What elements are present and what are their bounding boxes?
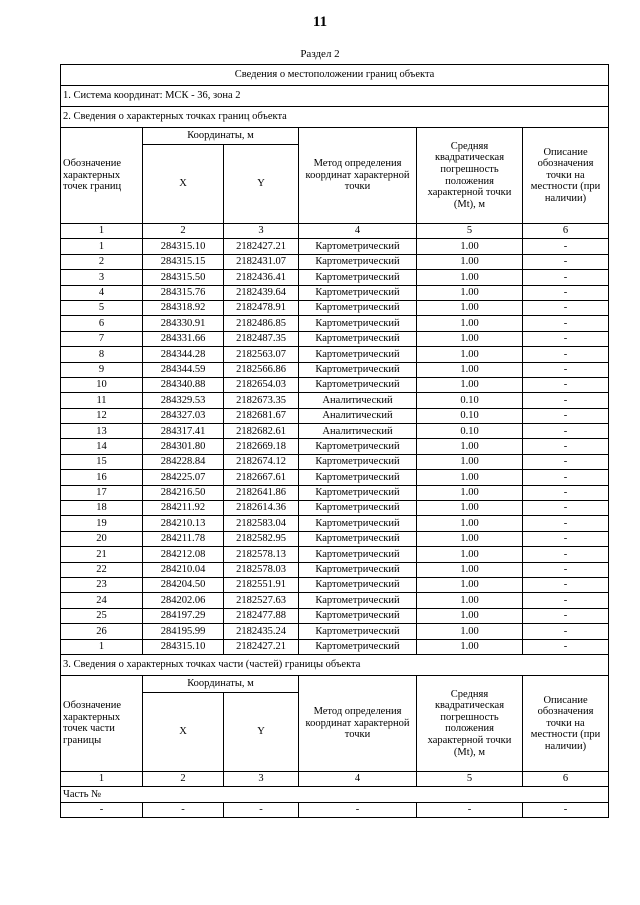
table-cell: -	[523, 639, 609, 654]
table-cell: Картометрический	[299, 270, 417, 285]
table-cell: 2182614.36	[224, 501, 299, 516]
table-cell: 2182583.04	[224, 516, 299, 531]
header-method: Метод определения координат характерной точки	[299, 128, 417, 224]
point-row	[61, 285, 609, 300]
table-cell: -	[523, 547, 609, 562]
table-cell: 2182641.86	[224, 485, 299, 500]
table-cell: -	[523, 300, 609, 315]
table-cell: 2182667.61	[224, 470, 299, 485]
table-cell: Картометрический	[299, 639, 417, 654]
section2-title: 2. Сведения о характерных точках границ объекта	[61, 107, 609, 128]
point-row	[61, 547, 609, 562]
table-cell: Картометрический	[299, 624, 417, 639]
point-row	[61, 254, 609, 269]
table-cell: Картометрический	[299, 516, 417, 531]
table-cell: 2182427.21	[224, 639, 299, 654]
table-cell: 2182669.18	[224, 439, 299, 454]
header-x: X	[143, 145, 224, 224]
table-cell: 284327.03	[143, 408, 224, 423]
table-cell: 1.00	[417, 300, 523, 315]
table-cell: 1.00	[417, 454, 523, 469]
col-number: 4	[299, 771, 417, 786]
col-number: 1	[61, 771, 143, 786]
table-cell: 284210.13	[143, 516, 224, 531]
point-row	[61, 439, 609, 454]
table-cell: -	[523, 254, 609, 269]
table-cell: -	[417, 802, 523, 817]
point-row	[61, 393, 609, 408]
col-number: 1	[61, 224, 143, 239]
col-number: 5	[417, 224, 523, 239]
table-cell: -	[523, 593, 609, 608]
table-cell: -	[523, 485, 609, 500]
table-cell: 284329.53	[143, 393, 224, 408]
table-cell: 284315.15	[143, 254, 224, 269]
table-cell: 1.00	[417, 470, 523, 485]
table-cell: -	[523, 802, 609, 817]
table-cell: -	[523, 439, 609, 454]
point-row	[61, 300, 609, 315]
table-cell: 1.00	[417, 270, 523, 285]
table-cell: 1.00	[417, 331, 523, 346]
point-row	[61, 562, 609, 577]
table-cell: -	[523, 531, 609, 546]
table-cell: Картометрический	[299, 547, 417, 562]
table-cell: 284340.88	[143, 377, 224, 392]
point-row	[61, 593, 609, 608]
table-cell: 2182654.03	[224, 377, 299, 392]
table-cell: 2182578.03	[224, 562, 299, 577]
table-cell: 26	[61, 624, 143, 639]
col-number: 6	[523, 771, 609, 786]
table-cell: 1.00	[417, 501, 523, 516]
section-label: Раздел 2	[300, 48, 340, 60]
table-cell: 10	[61, 377, 143, 392]
table-cell: 284315.10	[143, 239, 224, 254]
table-cell: 284211.92	[143, 501, 224, 516]
table-cell: 1.00	[417, 639, 523, 654]
table-cell: -	[523, 347, 609, 362]
table-cell: 2182551.91	[224, 577, 299, 592]
table-cell: 25	[61, 608, 143, 623]
table-cell: -	[523, 470, 609, 485]
table-cell: 284315.50	[143, 270, 224, 285]
header-coords: Координаты, м	[143, 128, 299, 145]
header2-x: X	[143, 692, 224, 771]
table-cell: -	[143, 802, 224, 817]
col-number: 2	[143, 224, 224, 239]
table-cell: -	[523, 239, 609, 254]
header2-description: Описание обозначения точки на местности (при наличии)	[523, 675, 609, 771]
table-cell: 8	[61, 347, 143, 362]
table-cell: 1.00	[417, 593, 523, 608]
table-cell: 23	[61, 577, 143, 592]
table-cell: 16	[61, 470, 143, 485]
table-cell: 0.10	[417, 424, 523, 439]
table-cell: 284202.06	[143, 593, 224, 608]
table-cell: 284197.29	[143, 608, 224, 623]
table-cell: Картометрический	[299, 377, 417, 392]
table-cell: 2182563.07	[224, 347, 299, 362]
table-cell: 19	[61, 516, 143, 531]
table-cell: 1	[61, 239, 143, 254]
table-cell: -	[523, 516, 609, 531]
table-cell: Картометрический	[299, 593, 417, 608]
table-cell: 1.00	[417, 316, 523, 331]
table-cell: 15	[61, 454, 143, 469]
table-cell: 2182681.67	[224, 408, 299, 423]
table-cell: 2182431.07	[224, 254, 299, 269]
table-cell: 284210.04	[143, 562, 224, 577]
table-cell: -	[523, 316, 609, 331]
col-number: 6	[523, 224, 609, 239]
table-cell: Аналитический	[299, 408, 417, 423]
point-row	[61, 531, 609, 546]
table-cell: -	[523, 562, 609, 577]
table-cell: 284301.80	[143, 439, 224, 454]
table-cell: 4	[61, 285, 143, 300]
table-cell: 1.00	[417, 547, 523, 562]
table-cell: Картометрический	[299, 577, 417, 592]
table-cell: 1.00	[417, 531, 523, 546]
table-cell: -	[299, 802, 417, 817]
point-row	[61, 639, 609, 654]
column-numbers-row	[61, 224, 609, 239]
header-error: Средняя квадратическая погрешность положения характерной точки (Mt), м	[417, 128, 523, 224]
table-cell: 2182487.35	[224, 331, 299, 346]
point-row	[61, 516, 609, 531]
header-description: Описание обозначения точки на местности (при наличии)	[523, 128, 609, 224]
header2-coords: Координаты, м	[143, 675, 299, 692]
table-cell: Картометрический	[299, 454, 417, 469]
col-number: 2	[143, 771, 224, 786]
table-cell: -	[523, 362, 609, 377]
table-cell: Картометрический	[299, 362, 417, 377]
table-cell: 284225.07	[143, 470, 224, 485]
table-cell: 2182673.35	[224, 393, 299, 408]
col-number: 3	[224, 224, 299, 239]
coord-system: 1. Система координат: МСК - 36, зона 2	[61, 86, 609, 107]
table-cell: -	[523, 393, 609, 408]
table-cell: Картометрический	[299, 347, 417, 362]
table-cell: 284318.92	[143, 300, 224, 315]
table-cell: Аналитический	[299, 393, 417, 408]
table-cell: 1.00	[417, 577, 523, 592]
table-cell: Картометрический	[299, 562, 417, 577]
table-cell: 284216.50	[143, 485, 224, 500]
boundary-table	[60, 64, 609, 818]
table-cell: -	[523, 624, 609, 639]
table-cell: 1.00	[417, 285, 523, 300]
table-cell: 284195.99	[143, 624, 224, 639]
table-cell: 284344.59	[143, 362, 224, 377]
table-cell: 1.00	[417, 516, 523, 531]
table-cell: 7	[61, 331, 143, 346]
table-cell: 6	[61, 316, 143, 331]
table-cell: 1.00	[417, 254, 523, 269]
col-number: 5	[417, 771, 523, 786]
table-cell: 2182477.88	[224, 608, 299, 623]
table-cell: Аналитический	[299, 424, 417, 439]
point-row	[61, 377, 609, 392]
header-point-label: Обозначение характерных точек границ	[61, 128, 143, 224]
table-cell: 22	[61, 562, 143, 577]
table-cell: 17	[61, 485, 143, 500]
table-cell: 5	[61, 300, 143, 315]
table-cell: -	[523, 454, 609, 469]
table-cell: 14	[61, 439, 143, 454]
table-cell: 24	[61, 593, 143, 608]
table-cell: Картометрический	[299, 608, 417, 623]
table-cell: 1.00	[417, 347, 523, 362]
table-cell: Картометрический	[299, 300, 417, 315]
table-cell: 1	[61, 639, 143, 654]
table-cell: 2182527.63	[224, 593, 299, 608]
table-cell: 284317.41	[143, 424, 224, 439]
point-row	[61, 577, 609, 592]
table-cell: 1.00	[417, 239, 523, 254]
table-cell: 18	[61, 501, 143, 516]
table-cell: 2182478.91	[224, 300, 299, 315]
table-cell: 21	[61, 547, 143, 562]
page-number: 11	[312, 14, 328, 30]
table-cell: -	[523, 424, 609, 439]
table-cell: 2182427.21	[224, 239, 299, 254]
part-label: Часть №	[61, 787, 609, 802]
header2-error: Средняя квадратическая погрешность положения характерной точки (Mt), м	[417, 675, 523, 771]
table-cell: 284211.78	[143, 531, 224, 546]
table-cell: -	[523, 270, 609, 285]
header2-method: Метод определения координат характерной точки	[299, 675, 417, 771]
table-cell: 284331.66	[143, 331, 224, 346]
table-cell: 284344.28	[143, 347, 224, 362]
table-cell: Картометрический	[299, 316, 417, 331]
table-cell: 1.00	[417, 562, 523, 577]
table-cell: 284212.08	[143, 547, 224, 562]
table-cell: 2182674.12	[224, 454, 299, 469]
table-cell: Картометрический	[299, 254, 417, 269]
table-cell: 20	[61, 531, 143, 546]
table-cell: -	[523, 285, 609, 300]
table-cell: Картометрический	[299, 239, 417, 254]
table-cell: 2182682.61	[224, 424, 299, 439]
point-row	[61, 316, 609, 331]
table-cell: 2182486.85	[224, 316, 299, 331]
table-cell: 9	[61, 362, 143, 377]
table-cell: -	[523, 377, 609, 392]
column-numbers-row-2	[61, 771, 609, 786]
table-cell: -	[523, 608, 609, 623]
point-row	[61, 424, 609, 439]
table-cell: 11	[61, 393, 143, 408]
table-cell: 1.00	[417, 624, 523, 639]
point-row	[61, 408, 609, 423]
table-cell: -	[523, 577, 609, 592]
table-cell: -	[61, 802, 143, 817]
table-cell: Картометрический	[299, 331, 417, 346]
table-cell: -	[523, 408, 609, 423]
table-cell: 1.00	[417, 439, 523, 454]
table-cell: 1.00	[417, 485, 523, 500]
header2-point-label: Обозначение характерных точек части границы	[61, 675, 143, 771]
col-number: 4	[299, 224, 417, 239]
table-cell: 2182435.24	[224, 624, 299, 639]
point-row	[61, 624, 609, 639]
point-row	[61, 470, 609, 485]
table-cell: 2	[61, 254, 143, 269]
table-cell: -	[523, 501, 609, 516]
table-cell: -	[224, 802, 299, 817]
header-y: Y	[224, 145, 299, 224]
point-row	[61, 331, 609, 346]
table-cell: 284204.50	[143, 577, 224, 592]
table-cell: 12	[61, 408, 143, 423]
table-cell: 284315.76	[143, 285, 224, 300]
table-cell: Картометрический	[299, 439, 417, 454]
point-row	[61, 362, 609, 377]
table-cell: 3	[61, 270, 143, 285]
point-row	[61, 501, 609, 516]
table-cell: 1.00	[417, 362, 523, 377]
table-cell: Картометрический	[299, 485, 417, 500]
table-cell: Картометрический	[299, 501, 417, 516]
table-cell: Картометрический	[299, 285, 417, 300]
table-cell: 2182582.95	[224, 531, 299, 546]
table-cell: 1.00	[417, 608, 523, 623]
table-cell: 284228.84	[143, 454, 224, 469]
header2-y: Y	[224, 692, 299, 771]
point-row	[61, 270, 609, 285]
table-cell: -	[523, 331, 609, 346]
point-row	[61, 347, 609, 362]
table-cell: Картометрический	[299, 531, 417, 546]
table-cell: 13	[61, 424, 143, 439]
table-cell: 2182436.41	[224, 270, 299, 285]
table-cell: 2182566.86	[224, 362, 299, 377]
table-cell: 2182578.13	[224, 547, 299, 562]
table-title: Сведения о местоположении границ объекта	[61, 65, 609, 86]
table-cell: 1.00	[417, 377, 523, 392]
table-cell: 284330.91	[143, 316, 224, 331]
point-row	[61, 239, 609, 254]
col-number: 3	[224, 771, 299, 786]
table-cell: Картометрический	[299, 470, 417, 485]
point-row	[61, 485, 609, 500]
point-row	[61, 608, 609, 623]
table-cell: 0.10	[417, 393, 523, 408]
table-cell: 2182439.64	[224, 285, 299, 300]
table-cell: 284315.10	[143, 639, 224, 654]
empty-row	[61, 802, 609, 817]
table-cell: 0.10	[417, 408, 523, 423]
section3-title: 3. Сведения о характерных точках части (частей) границы объекта	[61, 654, 609, 675]
point-row	[61, 454, 609, 469]
